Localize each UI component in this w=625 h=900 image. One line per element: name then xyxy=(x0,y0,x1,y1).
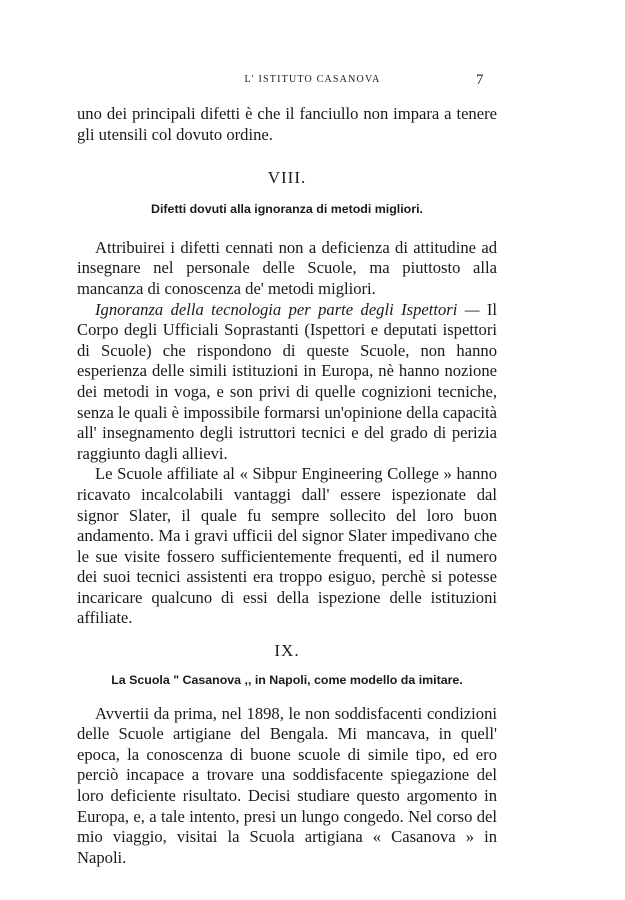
section-title-ix: La Scuola " Casanova ,, in Napoli, come modello da imitare. xyxy=(111,672,463,687)
page-number: 7 xyxy=(476,72,484,88)
paragraph-continued: uno dei principali difetti è che il fanciullo non impara a tenere gli utensili col dovuto ordine. xyxy=(77,104,497,144)
running-head: L' ISTITUTO CASANOVA xyxy=(244,74,381,85)
paragraph-ispettori-text: Il Corpo degli Ufficiali Soprastanti (Ispettori e deputati ispettori di Scuole) che rispondono di queste Scuole, non hanno esperienza delle simili istituzioni in Europa, nè hanno nozione dei metodi in voga, e son privi di quelle cognizioni tecniche, senza le quali è impossibile formarsi un'opinione della capacità all' insegnamento degli istruttori tecnici e del grado di perizia raggiunto dagli allievi. xyxy=(77,299,497,463)
page-body xyxy=(77,104,497,868)
paragraph-avvertii: Avvertii da prima, nel 1898, le non soddisfacenti condizioni delle Scuole artigiane del Bengala. Mi mancava, in quell' epoca, la conoscenza di buone scuole di simile tipo, ed ero perciò incapace a trovare una soddisfacente spiegazione del loro deficiente risultato. Decisi studiare questo argomento in Europa, e, a tale intento, presi un lungo congedo. Nel corso del mio viaggio, visitai la Scuola artigiana « Casanova » in Napoli. xyxy=(77,703,497,867)
paragraph-attitudine: Attribuirei i difetti cennati non a deficienza di attitudine ad insegnare nel personale delle Scuole, ma piuttosto alla mancanza di conoscenza de' metodi migliori. xyxy=(77,237,497,298)
section-title-viii: Difetti dovuti alla ignoranza di metodi migliori. xyxy=(151,201,423,216)
paragraph-ispettori xyxy=(77,300,497,465)
italic-lead-ispettori: Ignoranza della tecnologia per parte degli Ispettori — xyxy=(95,299,480,319)
paragraph-sibpur: Le Scuole affiliate al « Sibpur Engineering College » hanno ricavato incalcolabili vantaggi dall' essere ispezionate dal signor Slater, il quale fu sempre sollecito del loro buon andamento. Ma i gravi ufficii del signor Slater impedivano che le sue visite fossero sufficientemente frequenti, ed il numero dei suoi tecnici assistenti era troppo esiguo, perchè si potesse incaricare qualcuno di essi della ispezione delle istituzioni affiliate. xyxy=(77,464,497,628)
section-numeral-ix: IX. xyxy=(274,641,300,661)
section-numeral-viii: VIII. xyxy=(267,168,307,188)
